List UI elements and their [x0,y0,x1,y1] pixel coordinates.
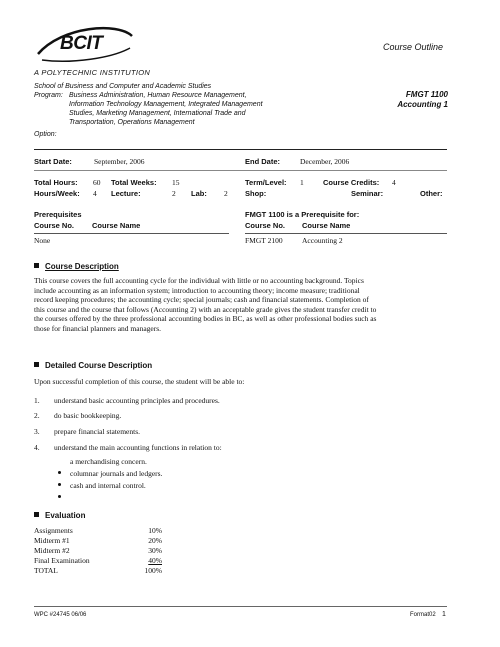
footer-divider [34,606,447,607]
objective-item-2-text: do basic bookkeeping. [54,411,122,420]
end-date-value: December, 2006 [300,157,350,166]
doc-type-title: Course Outline [383,42,444,52]
program-line-2: Information Technology Management, Integrated Management [69,101,263,108]
term-level-value: 1 [300,178,304,187]
objective-item-2-num: 2. [34,411,40,420]
total-weeks-value: 15 [172,178,180,187]
course-description-title: Course Description [45,262,119,271]
sub-item-1: a merchandising concern. [70,457,147,466]
lab-label: Lab: [191,189,207,198]
total-weeks-label: Total Weeks: [111,178,157,187]
course-title: Accounting 1 [397,100,448,109]
detailed-intro: Upon successful completion of this course, the student will be able to: [34,377,245,386]
objective-item-1-text: understand basic accounting principles and procedures. [54,396,220,405]
shop-label: Shop: [245,189,267,198]
footer-page-number: 1 [442,611,446,618]
evaluation-title: Evaluation [45,511,86,520]
objective-item-3-num: 3. [34,427,40,436]
end-date-label: End Date: [245,157,281,166]
lecture-label: Lecture: [111,189,141,198]
sub-bullet-3-icon [58,485,61,503]
other-label: Other: [420,189,443,198]
eval-label-midterm-1: Midterm #1 [34,536,70,545]
program-line-3: Studies, Marketing Management, International Trade and [69,110,246,117]
square-bullet-icon [34,263,39,268]
eval-label-midterm-2: Midterm #2 [34,546,70,555]
course-code: FMGT 1100 [405,90,448,99]
course-description-heading [34,262,119,272]
prereq-right-rule [245,233,447,234]
description-line: record keeping procedures; the accounting cycle; special journals; cash and financial statements. Completion of [34,295,369,304]
prereq-for-col-course-name: Course Name [302,221,351,230]
sub-item-2: columnar journals and ledgers. [70,469,163,478]
prereq-for-course-name: Accounting 2 [302,236,343,245]
objective-item-3-text: prepare financial statements. [54,427,141,436]
institution-tagline: A POLYTECHNIC INSTITUTION [34,68,151,77]
square-bullet-icon [34,512,39,517]
description-line: include accounting as an information system; introduction to accounting theory; income measure; traditional [34,285,360,295]
school-name: School of Business and Computer and Academic Studies [34,83,212,90]
eval-label-assignments: Assignments [34,526,73,535]
start-date-value: September, 2006 [94,157,145,166]
eval-value-midterm-1: 20% [148,536,162,545]
eval-value-assignments: 10% [148,526,162,535]
description-line: those for financial planners and managers. [34,323,162,333]
objective-item-1-num: 1. [34,396,40,405]
eval-label-final-exam: Final Examination [34,556,90,565]
logo-text: BCIT [60,33,103,54]
sub-item-3: cash and internal control. [70,481,146,490]
prereq-for-course-no: FMGT 2100 [245,236,283,245]
lab-value: 2 [224,189,228,198]
program-line-1: Business Administration, Human Resource Management, [69,92,247,99]
prereq-col-course-name: Course Name [92,221,141,230]
description-line: this course and the course that follows (Accounting 2) with an acceptable grade gives the student transfer credit to [34,304,377,314]
course-credits-label: Course Credits: [323,178,380,187]
course-credits-value: 4 [392,178,396,187]
eval-value-total: 100% [144,566,162,575]
footer-format-label: Format02 [410,612,436,618]
hours-week-label: Hours/Week: [34,189,80,198]
option-label: Option: [34,131,57,138]
prereq-none: None [34,236,51,245]
total-hours-label: Total Hours: [34,178,78,187]
term-level-label: Term/Level: [245,178,287,187]
program-label: Program: [34,92,63,99]
header-divider [34,149,447,150]
bcit-logo [32,24,136,66]
objective-item-4-num: 4. [34,443,40,452]
objective-item-4-text: understand the main accounting functions in relation to: [54,443,222,452]
square-bullet-icon [34,362,39,367]
prereq-col-course-no: Course No. [34,221,75,230]
description-line: This course covers the full accounting cycle for the individual with little or no accounting background. Topics [34,276,364,285]
prerequisites-title: Prerequisites [34,210,82,219]
lecture-value: 2 [172,189,176,198]
seminar-label: Seminar: [351,189,384,198]
evaluation-heading [34,511,85,521]
prereq-left-rule [34,233,229,234]
course-description-body [34,276,454,333]
prereq-for-col-course-no: Course No. [245,221,286,230]
description-line: the courses offered by the three professional accounting bodies in BC, as well as other professional bodies such as [34,314,377,323]
detailed-description-title: Detailed Course Description [45,361,153,370]
footer-doc-id: WPC #24745 06/06 [34,612,87,618]
eval-value-final-exam: 40% [148,556,162,565]
info-divider [34,170,447,171]
prereq-for-title: FMGT 1100 is a Prerequisite for: [245,210,360,219]
start-date-label: Start Date: [34,157,72,166]
program-line-4: Transportation, Operations Management [69,119,195,126]
total-hours-value: 60 [93,178,101,187]
eval-label-total: TOTAL [34,566,58,575]
detailed-description-heading [34,361,152,371]
hours-week-value: 4 [93,189,97,198]
eval-value-midterm-2: 30% [148,546,162,555]
